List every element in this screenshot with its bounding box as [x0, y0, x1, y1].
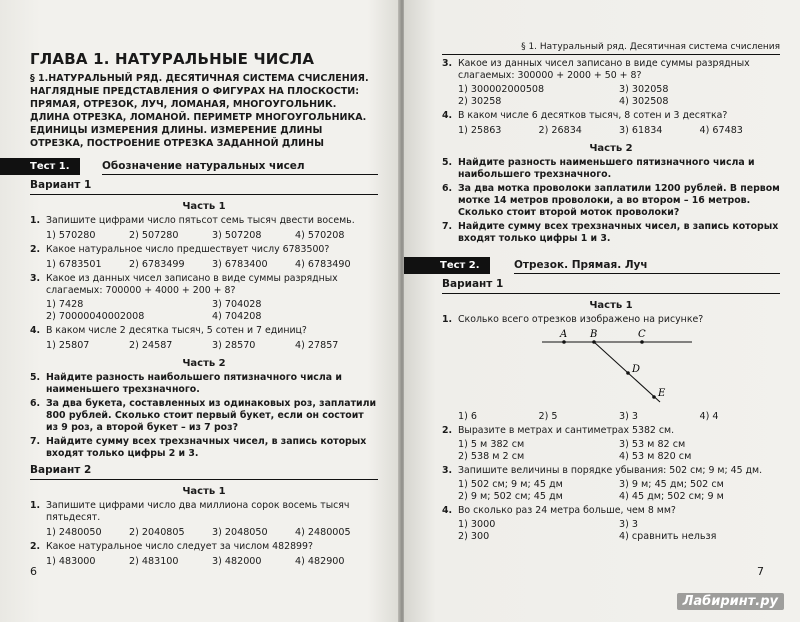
part2-heading: Часть 2 [589, 143, 633, 154]
question-number: 3. [30, 273, 41, 284]
question-3 [30, 273, 378, 297]
question-text: В каком числе 6 десятков тысяч, 8 сотен и 3 десятка? [458, 110, 728, 121]
test2-tag: Тест 2. [404, 257, 490, 274]
variant2-heading: Вариант 2 [30, 464, 92, 476]
t2-question-1 [442, 314, 780, 326]
question-number: 1. [30, 500, 41, 511]
question-text: Какое из данных чисел записано в виде суммы разрядных слагаемых: 300000 + 2000 + 50 + 8? [458, 58, 750, 81]
option[interactable]: 2) 9 м; 502 см; 45 дм [458, 491, 563, 502]
question-number: 2. [442, 425, 453, 436]
option[interactable]: 3) 704028 [212, 299, 262, 310]
question-7 [30, 436, 378, 460]
option[interactable]: 4) 482900 [295, 556, 345, 567]
option[interactable]: 2) 30258 [458, 96, 502, 107]
answer-options [442, 439, 780, 463]
point-e [652, 395, 656, 399]
option[interactable]: 1) 5 м 382 см [458, 439, 525, 450]
t2-question-4 [442, 505, 780, 517]
option[interactable]: 2) 483100 [129, 556, 179, 567]
question-text: Какое из данных чисел записано в виде суммы разрядных слагаемых: 700000 + 4000 + 200 + 8? [46, 273, 338, 296]
question-text: Найдите разность наименьшего пятизначного числа и наибольшего трехзначного. [458, 157, 755, 180]
option[interactable]: 1) 6783501 [46, 259, 102, 270]
question-text: Найдите разность наибольшего пятизначного числа и наименьшего трехзначного. [46, 372, 342, 395]
question-text: Сколько всего отрезков изображено на рисунке? [458, 314, 704, 325]
question-6 [442, 183, 780, 219]
question-text: За два мотка проволоки заплатили 1200 рублей. В первом мотке 14 метров проволоки, а во втором – 16 метров. Сколько стоит второй моток проволоки? [458, 183, 780, 218]
option[interactable]: 2) 24587 [129, 340, 173, 351]
test1-header [0, 158, 400, 175]
test2-title: Отрезок. Прямая. Луч [514, 259, 648, 271]
option[interactable]: 3) 6783400 [212, 259, 268, 270]
question-number: 4. [30, 325, 41, 336]
question-v2-1 [30, 500, 378, 524]
question-7 [442, 221, 780, 245]
option[interactable]: 1) 2480050 [46, 527, 102, 538]
test1-rule [102, 174, 378, 175]
question-1 [30, 215, 378, 227]
section-title: § 1.НАТУРАЛЬНЫЙ РЯД. ДЕСЯТИЧНАЯ СИСТЕМА СЧИСЛЕНИЯ. НАГЛЯДНЫЕ ПРЕДСТАВЛЕНИЯ О ФИГУРАХ НА ПЛОСКОСТИ: ПРЯМАЯ, ОТРЕЗОК, ЛУЧ, ЛОМАНАЯ, МНОГОУГОЛЬНИК. ДЛИНА ОТРЕЗКА, ЛОМАНОЙ. ПЕРИМЕТР МНОГОУГОЛЬНИКА. ЕДИНИЦЫ ИЗМЕРЕНИЯ ДЛИНЫ. ИЗМЕРЕНИЕ ДЛИНЫ ОТРЕЗКА, ПОСТРОЕНИЕ ОТРЕЗКА ЗАДАННОЙ ДЛИНЫ [30, 73, 369, 149]
part1b-heading: Часть 1 [182, 486, 226, 497]
option[interactable]: 3) 3 [619, 519, 639, 530]
page-number-left: 6 [30, 565, 37, 578]
question-number: 6. [442, 183, 453, 194]
option[interactable]: 4) 704208 [212, 311, 262, 322]
question-v2-2 [30, 541, 378, 553]
question-text: Какое натуральное число предшествует числу 6783500? [46, 244, 330, 255]
part2-heading: Часть 2 [182, 358, 226, 369]
test1-title: Обозначение натуральных чисел [102, 160, 305, 172]
option[interactable]: 3) 482000 [212, 556, 262, 567]
chapter-title: ГЛАВА 1. НАТУРАЛЬНЫЕ ЧИСЛА [30, 50, 315, 68]
test1-tag: Тест 1. [0, 158, 80, 175]
question-number: 4. [442, 110, 453, 121]
option[interactable]: 3) 2048050 [212, 527, 268, 538]
question-6 [30, 398, 378, 434]
question-number: 2. [30, 244, 41, 255]
option[interactable]: 2) 300 [458, 531, 490, 542]
option[interactable]: 4) 6783490 [295, 259, 351, 270]
option[interactable]: 1) 3000 [458, 519, 496, 530]
t2-question-3 [442, 465, 780, 477]
option[interactable]: 1) 25807 [46, 340, 90, 351]
point-c [640, 340, 644, 344]
answer-options [442, 124, 780, 137]
option[interactable]: 1) 7428 [46, 299, 84, 310]
t2-question-2 [442, 425, 780, 437]
option[interactable]: 1) 483000 [46, 556, 96, 567]
question-text: Найдите сумму всех трехзначных чисел, в запись которых входят только цифры 2 и 3. [46, 436, 367, 459]
option[interactable]: 4) 27857 [295, 340, 339, 351]
point-b [592, 340, 596, 344]
option[interactable]: 3) 507208 [212, 230, 262, 241]
variant1-heading: Вариант 1 [30, 179, 92, 191]
question-number: 3. [442, 58, 453, 69]
option[interactable]: 1) 502 см; 9 м; 45 дм [458, 479, 563, 490]
question-number: 4. [442, 505, 453, 516]
question-number: 6. [30, 398, 41, 409]
answer-options [30, 258, 378, 271]
question-number: 1. [442, 314, 453, 325]
option[interactable]: 3) 9 м; 45 дм; 502 см [619, 479, 724, 490]
option[interactable]: 4) сравнить нельзя [619, 531, 717, 542]
question-5 [30, 372, 378, 396]
variant2-rule [30, 479, 378, 480]
test2-variant1-rule [442, 293, 780, 294]
answer-options [442, 479, 780, 503]
label-e: E [658, 388, 666, 399]
question-number: 3. [442, 465, 453, 476]
question-text: Запишите цифрами число пятьсот семь тысяч двести восемь. [46, 215, 355, 226]
answer-options [30, 555, 378, 568]
part1-heading: Часть 1 [182, 201, 226, 212]
watermark: Лабиринт.ру [677, 593, 784, 610]
answer-options [442, 84, 780, 108]
question-number: 1. [30, 215, 41, 226]
option[interactable]: 2) 70000040002008 [46, 311, 145, 322]
question-number: 5. [30, 372, 41, 383]
option[interactable]: 1) 300002000508 [458, 84, 545, 95]
point-d [626, 371, 630, 375]
question-text: Во сколько раз 24 метра больше, чем 8 мм? [458, 505, 676, 516]
option[interactable]: 4) 4 [699, 411, 719, 422]
option[interactable]: 3) 53 м 82 см [619, 439, 686, 450]
option[interactable]: 2) 5 [538, 411, 558, 422]
option[interactable]: 2) 6783499 [129, 259, 185, 270]
question-text: Найдите сумму всех трехзначных чисел, в запись которых входят только цифры 1 и 3. [458, 221, 779, 244]
variant1-rule [30, 194, 378, 195]
answer-options [30, 339, 378, 352]
answer-options [30, 229, 378, 242]
option[interactable]: 4) 53 м 820 см [619, 451, 692, 462]
option[interactable]: 2) 538 м 2 см [458, 451, 525, 462]
test2-rule [514, 273, 780, 274]
question-number: 2. [30, 541, 41, 552]
question-number: 7. [30, 436, 41, 447]
option[interactable]: 1) 570280 [46, 230, 96, 241]
running-head: § 1. Натуральный ряд. Десятичная система счисления [442, 0, 780, 55]
answer-options [442, 519, 780, 543]
question-text: В каком числе 2 десятка тысяч, 5 сотен и 7 единиц? [46, 325, 307, 336]
test2-part1-heading: Часть 1 [589, 300, 633, 311]
page-number-right: 7 [757, 565, 764, 578]
label-b: B [590, 329, 598, 340]
option[interactable]: 4) 570208 [295, 230, 345, 241]
option[interactable]: 4) 45 дм; 502 см; 9 м [619, 491, 724, 502]
answer-options [442, 410, 780, 423]
option[interactable]: 4) 302508 [619, 96, 669, 107]
option[interactable]: 2) 2040805 [129, 527, 185, 538]
label-a: A [560, 329, 568, 340]
answer-options [30, 299, 378, 323]
option[interactable]: 3) 28570 [212, 340, 256, 351]
test2-variant1-heading: Вариант 1 [442, 278, 504, 290]
question-3 [442, 58, 780, 82]
option[interactable]: 3) 302058 [619, 84, 669, 95]
option[interactable]: 3) 3 [619, 411, 639, 422]
option[interactable]: 1) 25863 [458, 125, 502, 136]
question-text: Запишите цифрами число два миллиона сорок восемь тысяч пятьдесят. [46, 500, 350, 523]
question-text: Какое натуральное число следует за числом 482899? [46, 541, 313, 552]
right-page [404, 0, 800, 622]
question-2 [30, 244, 378, 256]
segments-figure [482, 328, 702, 410]
test2-header [404, 257, 800, 274]
question-text: Запишите величины в порядке убывания: 502 см; 9 м; 45 дм. [458, 465, 763, 476]
option[interactable]: 1) 6 [458, 411, 478, 422]
question-4 [30, 325, 378, 337]
question-5 [442, 157, 780, 181]
option[interactable]: 4) 67483 [699, 125, 743, 136]
answer-options [30, 526, 378, 539]
question-4 [442, 110, 780, 122]
question-number: 5. [442, 157, 453, 168]
label-d: D [632, 364, 641, 375]
question-number: 7. [442, 221, 453, 232]
option[interactable]: 2) 26834 [538, 125, 582, 136]
option[interactable]: 4) 2480005 [295, 527, 351, 538]
option[interactable]: 2) 507280 [129, 230, 179, 241]
label-c: C [638, 329, 646, 340]
question-text: За два букета, составленных из одинаковых роз, заплатили 800 рублей. Сколько стоит первый букет, если он состоит из 9 роз, а второй букет – из 7 роз? [46, 398, 377, 433]
option[interactable]: 3) 61834 [619, 125, 663, 136]
point-a [562, 340, 566, 344]
question-text: Выразите в метрах и сантиметрах 5382 см. [458, 425, 675, 436]
